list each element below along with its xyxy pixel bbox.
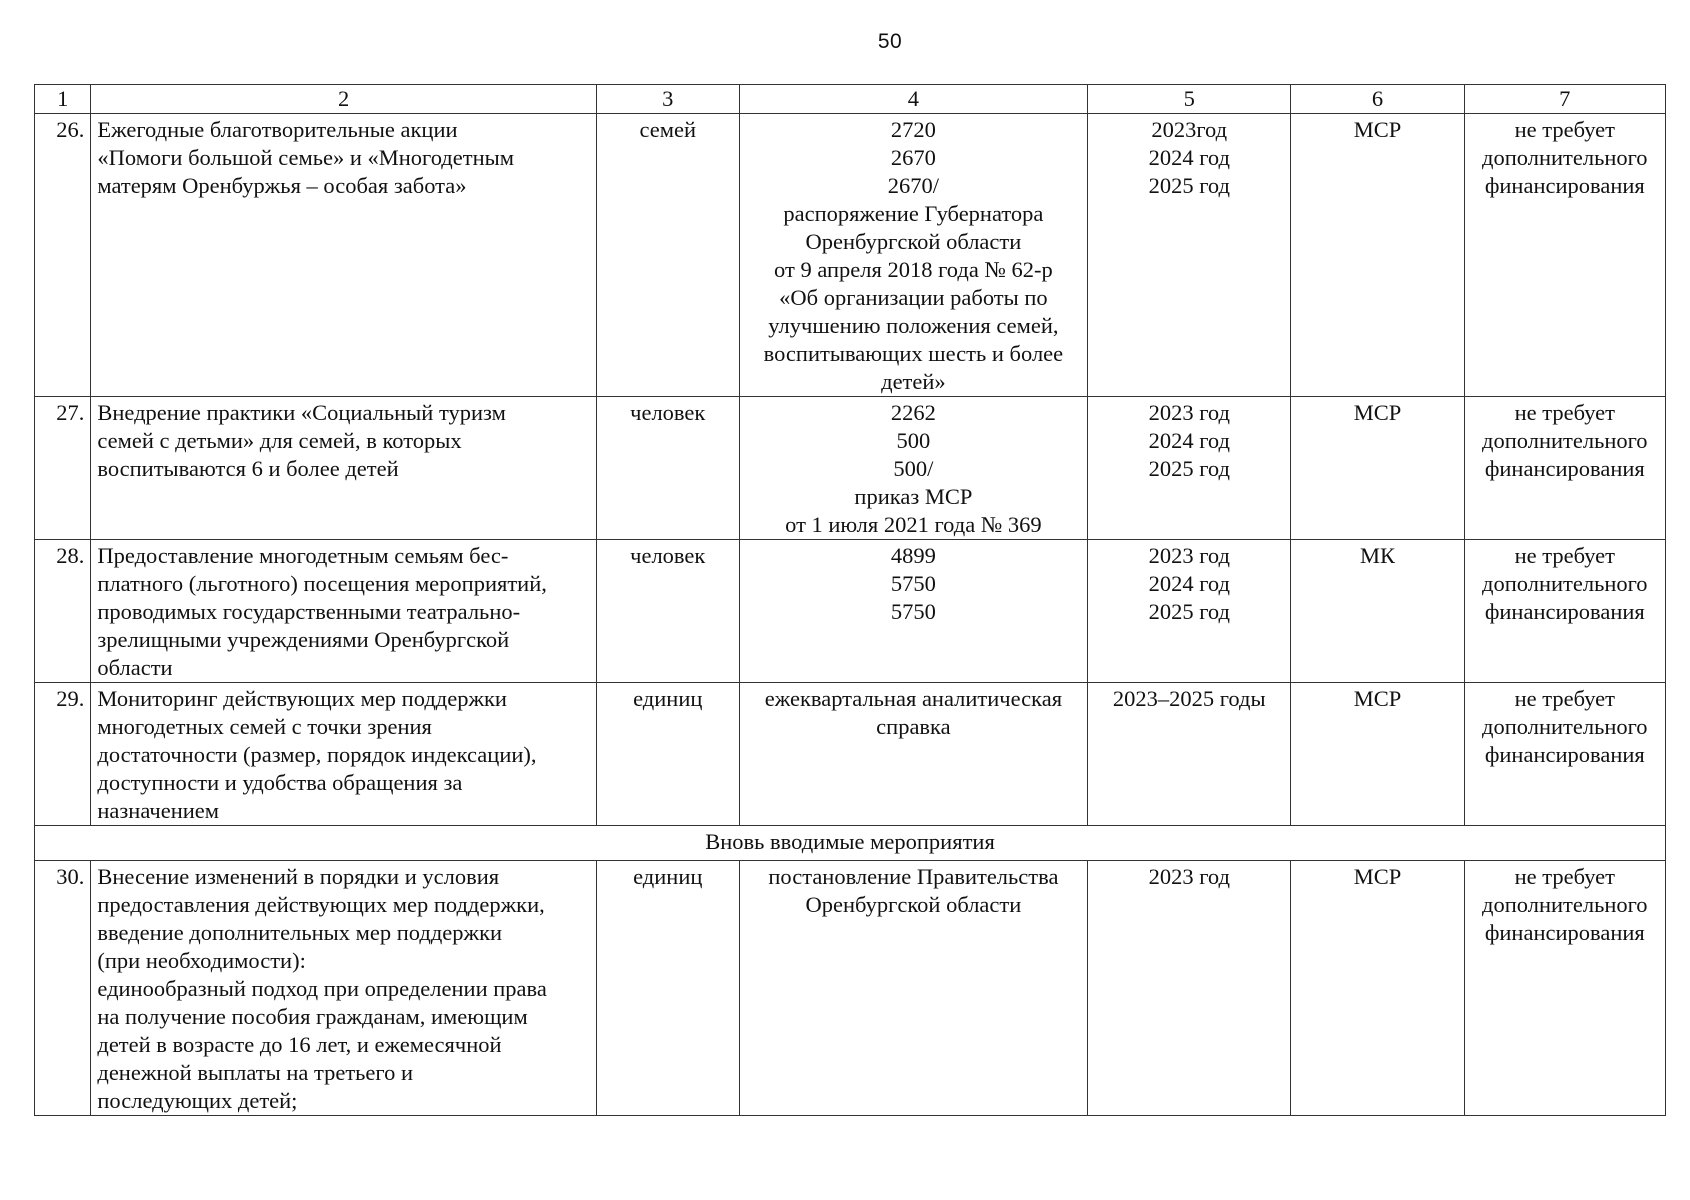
measure-description-line: последующих детей; xyxy=(97,1088,298,1113)
column-number-1: 1 xyxy=(35,85,91,114)
column-number-header-row xyxy=(35,85,1666,114)
measure-value-line: 2262 xyxy=(890,400,936,425)
measure-description-line: проводимых государственными театрально- xyxy=(97,599,521,624)
measure-value-line: от 9 апреля 2018 года № 62-р xyxy=(774,257,1053,282)
measures-table xyxy=(34,84,1666,1116)
measure-years xyxy=(1088,683,1291,826)
measure-description-line: на получение пособия гражданам, имеющим xyxy=(97,1004,528,1029)
table-row xyxy=(35,861,1666,1116)
measure-financing-line: не требует xyxy=(1514,686,1615,711)
measure-value-line: «Об организации работы по xyxy=(779,285,1048,310)
column-number-2: 2 xyxy=(91,85,596,114)
measure-description xyxy=(91,683,596,826)
measure-year-line: 2024 год xyxy=(1148,428,1230,453)
measure-description-line: введение дополнительных мер поддержки xyxy=(97,920,503,945)
measure-description-line: назначением xyxy=(97,798,220,823)
measure-unit: единиц xyxy=(596,861,739,1116)
measure-value xyxy=(739,114,1087,397)
measure-value-line: 500/ xyxy=(893,456,934,481)
measure-value xyxy=(739,540,1087,683)
measure-description-line: зрелищными учреждениями Оренбургской xyxy=(97,627,510,652)
measure-financing-line: не требует xyxy=(1514,543,1615,568)
measure-value-line: 5750 xyxy=(890,571,936,596)
column-number-3: 3 xyxy=(596,85,739,114)
measure-executor: МСР xyxy=(1291,114,1464,397)
measure-description-line: платного (льготного) посещения мероприятий, xyxy=(97,571,547,596)
measure-value-line: распоряжение Губернатора xyxy=(783,201,1044,226)
measure-value xyxy=(739,683,1087,826)
measure-description xyxy=(91,861,596,1116)
measure-unit: единиц xyxy=(596,683,739,826)
measure-years xyxy=(1088,540,1291,683)
measure-years xyxy=(1088,397,1291,540)
measure-value-line: 500 xyxy=(896,428,931,453)
measure-financing xyxy=(1464,397,1665,540)
measure-year-line: 2025 год xyxy=(1148,456,1230,481)
measure-description-line: предоставления действующих мер поддержки, xyxy=(97,892,545,917)
measure-financing-line: не требует xyxy=(1514,400,1615,425)
measure-executor: МСР xyxy=(1291,683,1464,826)
measure-financing-line: дополнительного xyxy=(1482,145,1648,170)
measure-year-line: 2023 год xyxy=(1148,400,1230,425)
measure-description xyxy=(91,114,596,397)
row-number: 27. xyxy=(35,397,91,540)
measure-description-line: воспитываются 6 и более детей xyxy=(97,456,399,481)
measure-financing xyxy=(1464,114,1665,397)
measure-description-line: Ежегодные благотворительные акции xyxy=(97,117,458,142)
measure-financing xyxy=(1464,861,1665,1116)
row-number: 26. xyxy=(35,114,91,397)
measure-description-line: матерям Оренбуржья – особая забота» xyxy=(97,173,467,198)
measure-description xyxy=(91,397,596,540)
measure-financing-line: не требует xyxy=(1514,117,1615,142)
measure-description-line: Внедрение практики «Социальный туризм xyxy=(97,400,506,425)
measure-description-line: единообразный подход при определении права xyxy=(97,976,547,1001)
measure-year-line: 2025 год xyxy=(1148,173,1230,198)
measure-value-line: воспитывающих шесть и более xyxy=(763,341,1064,366)
measure-year-line: 2025 год xyxy=(1148,599,1230,624)
column-number-7: 7 xyxy=(1464,85,1665,114)
measure-financing-line: финансирования xyxy=(1484,456,1645,481)
measure-unit: семей xyxy=(596,114,739,397)
measure-years xyxy=(1088,861,1291,1116)
column-number-5: 5 xyxy=(1088,85,1291,114)
measure-financing xyxy=(1464,683,1665,826)
measure-description-line: «Помоги большой семье» и «Многодетным xyxy=(97,145,514,170)
measure-description-line: детей в возрасте до 16 лет, и ежемесячной xyxy=(97,1032,502,1057)
measure-year-line: 2024 год xyxy=(1148,571,1230,596)
table-row xyxy=(35,114,1666,397)
measure-years xyxy=(1088,114,1291,397)
table-row xyxy=(35,397,1666,540)
measure-description-line: (при необходимости): xyxy=(97,948,306,973)
column-number-6: 6 xyxy=(1291,85,1464,114)
measure-description-line: денежной выплаты на третьего и xyxy=(97,1060,413,1085)
measure-value-line: 5750 xyxy=(890,599,936,624)
measure-financing-line: дополнительного xyxy=(1482,714,1648,739)
measure-description-line: многодетных семей с точки зрения xyxy=(97,714,432,739)
measure-value-line: Оренбургской области xyxy=(805,229,1022,254)
measure-financing-line: финансирования xyxy=(1484,173,1645,198)
measure-financing-line: финансирования xyxy=(1484,742,1645,767)
measure-value-line: 2670 xyxy=(890,145,936,170)
measure-value-line: справка xyxy=(876,714,951,739)
measure-financing-line: дополнительного xyxy=(1482,428,1648,453)
measure-year-line: 2024 год xyxy=(1148,145,1230,170)
measure-description xyxy=(91,540,596,683)
measure-unit: человек xyxy=(596,397,739,540)
measure-financing-line: не требует xyxy=(1514,864,1615,889)
measure-financing-line: финансирования xyxy=(1484,920,1645,945)
page-number: 50 xyxy=(877,30,903,53)
measure-value xyxy=(739,861,1087,1116)
measure-value-line: ежеквартальная аналитическая xyxy=(764,686,1063,711)
measure-value-line: улучшению положения семей, xyxy=(768,313,1059,338)
section-title: Вновь вводимые мероприятия xyxy=(35,826,1666,861)
measure-description-line: достаточности (размер, порядок индексации), xyxy=(97,742,537,767)
measure-description-line: области xyxy=(97,655,173,680)
measure-financing xyxy=(1464,540,1665,683)
measure-value-line: Оренбургской области xyxy=(805,892,1022,917)
measure-financing-line: дополнительного xyxy=(1482,892,1648,917)
row-number: 28. xyxy=(35,540,91,683)
table-row xyxy=(35,683,1666,826)
measure-value-line: детей» xyxy=(881,369,946,394)
measure-unit: человек xyxy=(596,540,739,683)
measure-value-line: 2720 xyxy=(890,117,936,142)
section-header-row xyxy=(35,826,1666,861)
measure-year-line: 2023–2025 годы xyxy=(1112,686,1266,711)
measure-value-line: 2670/ xyxy=(887,173,940,198)
measure-value-line: приказ МСР xyxy=(854,484,973,509)
measure-executor: МСР xyxy=(1291,397,1464,540)
row-number: 30. xyxy=(35,861,91,1116)
measure-description-line: семей с детьми» для семей, в которых xyxy=(97,428,462,453)
table-row xyxy=(35,540,1666,683)
measure-value xyxy=(739,397,1087,540)
measure-value-line: от 1 июля 2021 года № 369 xyxy=(785,512,1042,537)
row-number: 29. xyxy=(35,683,91,826)
measure-description-line: доступности и удобства обращения за xyxy=(97,770,463,795)
measure-financing-line: дополнительного xyxy=(1482,571,1648,596)
measure-financing-line: финансирования xyxy=(1484,599,1645,624)
measure-value-line: постановление Правительства xyxy=(768,864,1059,889)
measure-executor: МСР xyxy=(1291,861,1464,1116)
measure-year-line: 2023 год xyxy=(1148,864,1230,889)
measure-value-line: 4899 xyxy=(890,543,936,568)
measure-executor: МК xyxy=(1291,540,1464,683)
measure-description-line: Предоставление многодетным семьям бес- xyxy=(97,543,509,568)
measure-year-line: 2023 год xyxy=(1148,543,1230,568)
measure-description-line: Внесение изменений в порядки и условия xyxy=(97,864,500,889)
measure-year-line: 2023год xyxy=(1151,117,1228,142)
measure-description-line: Мониторинг действующих мер поддержки xyxy=(97,686,507,711)
column-number-4: 4 xyxy=(739,85,1087,114)
